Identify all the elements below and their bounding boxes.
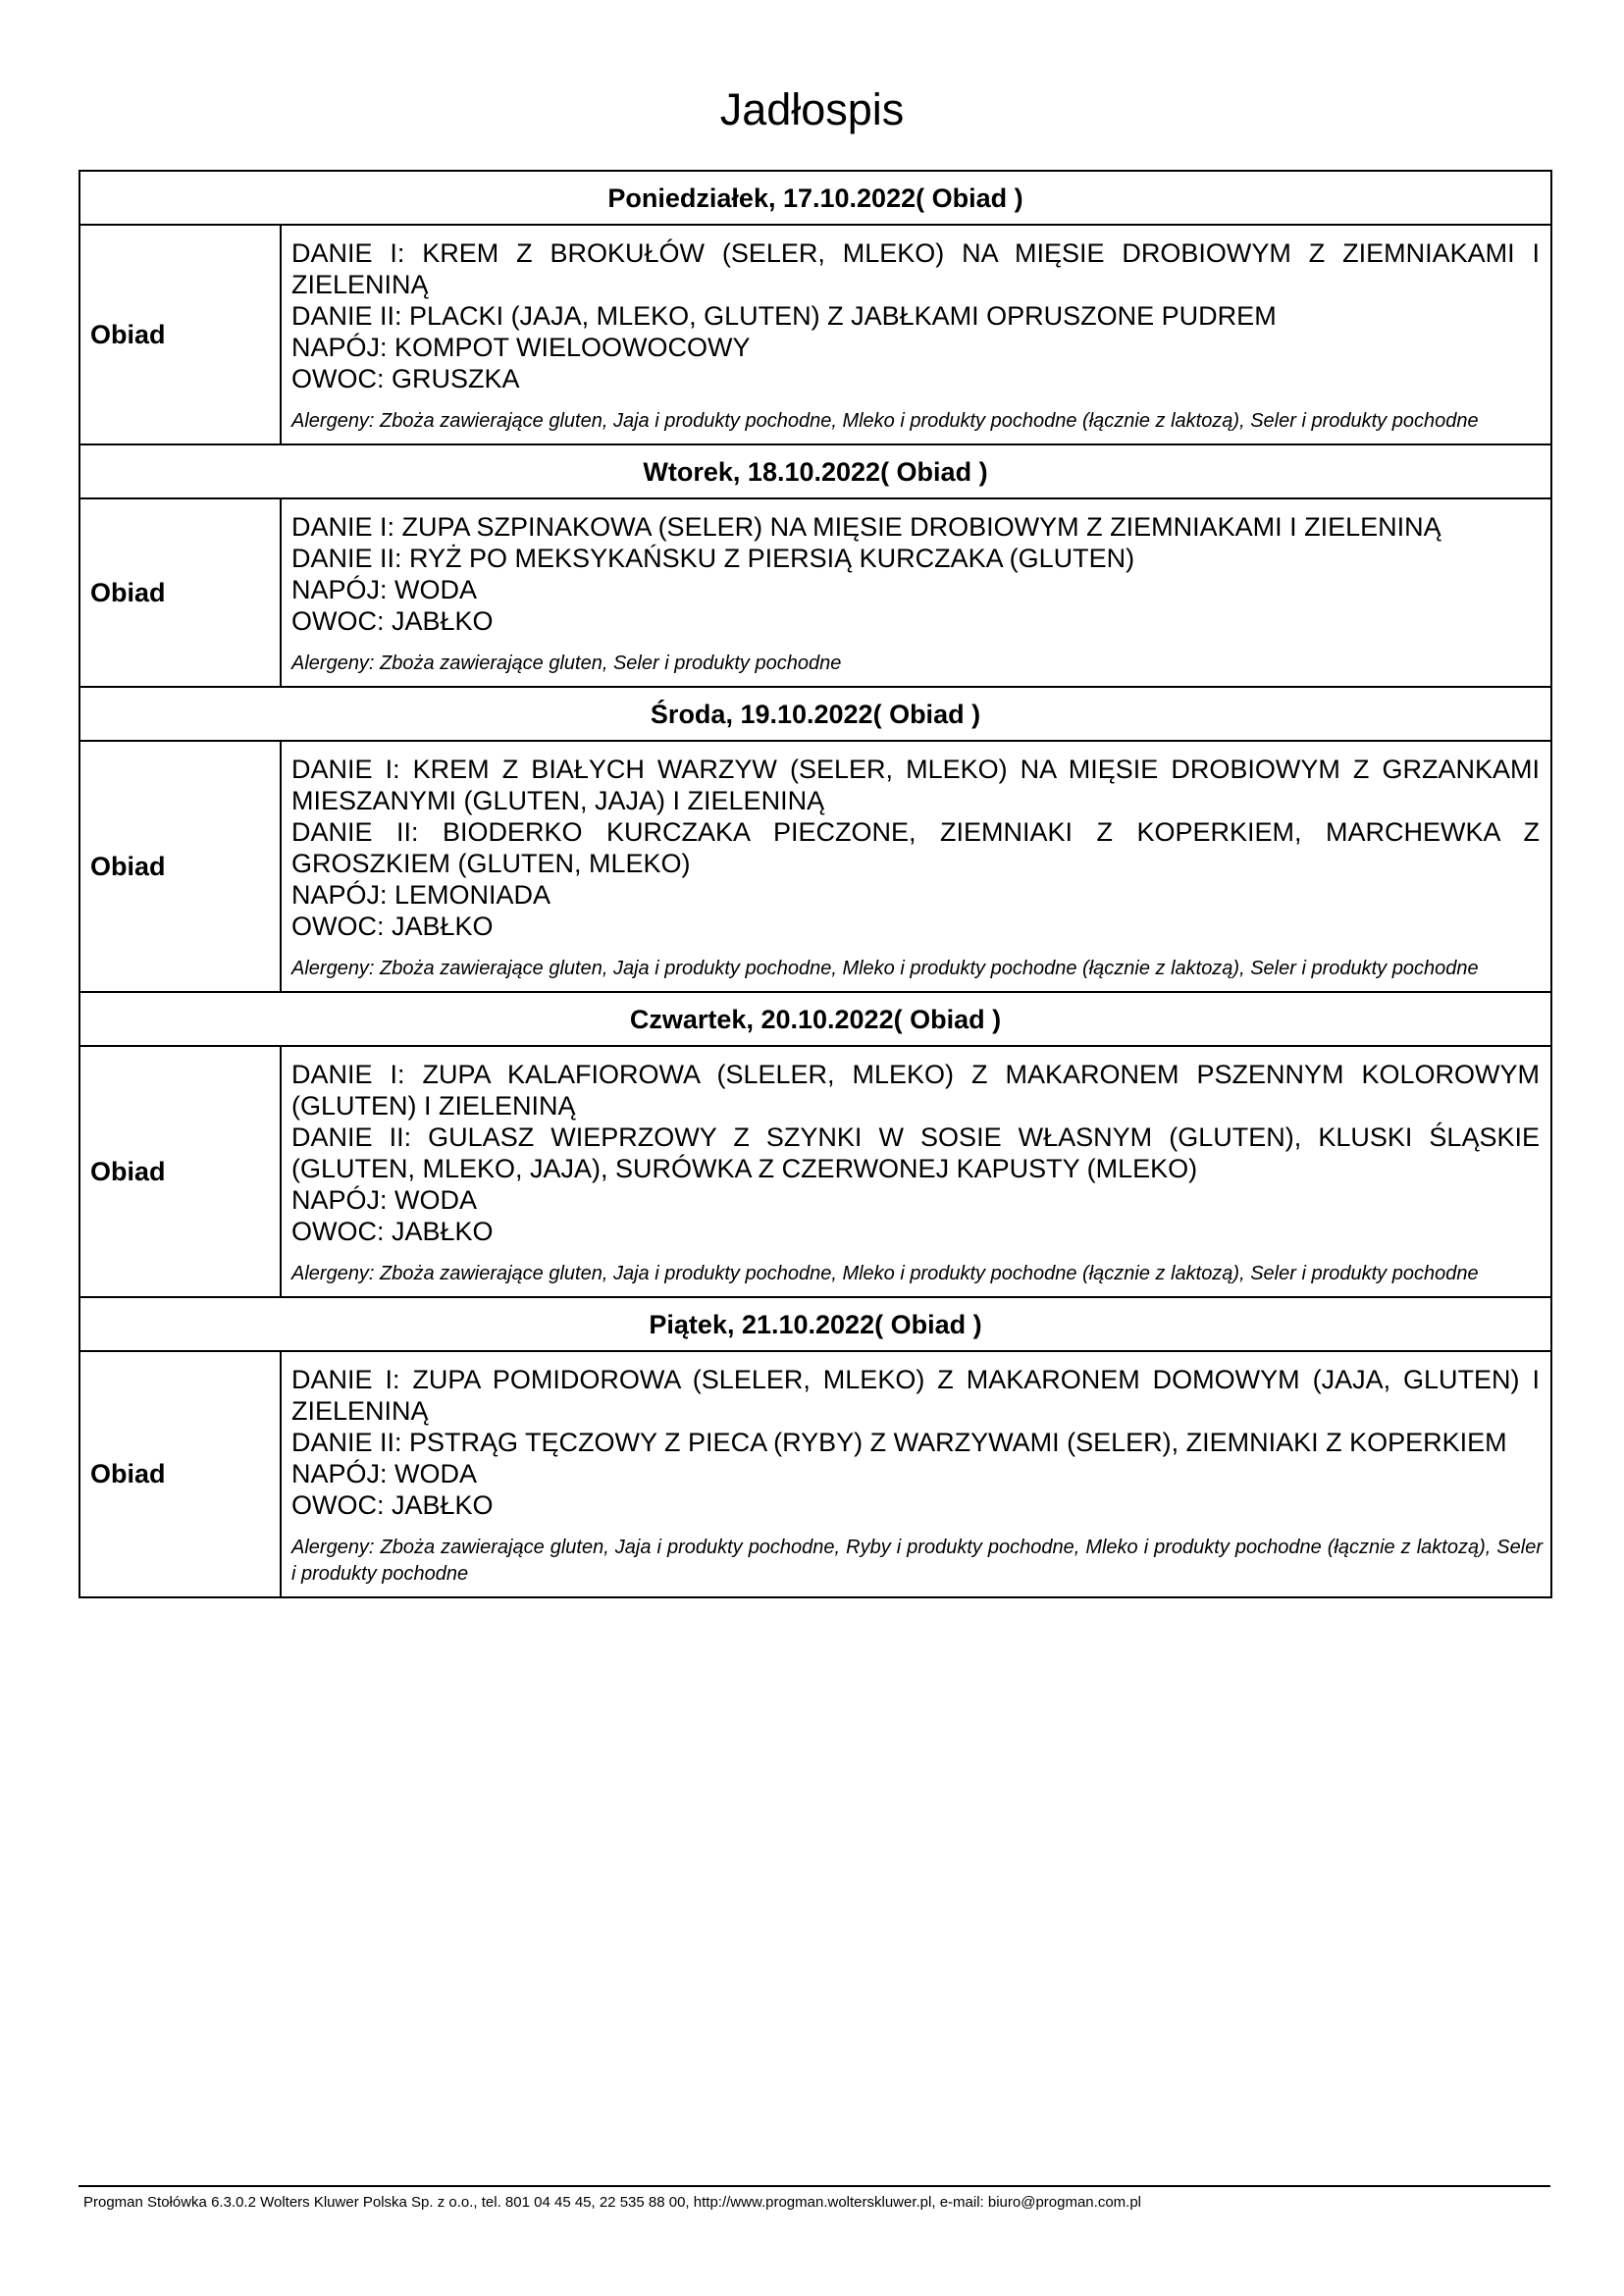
- meal-description: [281, 741, 1551, 992]
- dish-line: DANIE II: RYŻ PO MEKSYKAŃSKU Z PIERSIĄ KURCZAKA (GLUTEN): [291, 544, 1135, 573]
- dish-line: DANIE II: BIODERKO KURCZAKA PIECZONE, ZIEMNIAKI Z KOPERKIEM, MARCHEWKA Z GROSZKIEM (GLUTEN, MLEKO): [291, 817, 1540, 878]
- dish-line: DANIE I: ZUPA POMIDOROWA (SLELER, MLEKO) Z MAKARONEM DOMOWYM (JAJA, GLUTEN) I ZIELENINĄ: [291, 1365, 1540, 1426]
- day-header-row: [79, 171, 1551, 225]
- allergens-note: Alergeny: Zboża zawierające gluten, Jaja i produkty pochodne, Ryby i produkty pochodne, Mleko i produkty pochodne (łącznie z laktozą), Seler i produkty pochodne: [291, 1537, 1543, 1585]
- meal-row: [79, 1351, 1551, 1597]
- footer-text: Progman Stołówka 6.3.0.2 Wolters Kluwer Polska Sp. z o.o., tel. 801 04 45 45, 22 535 88 00, http://www.progman.wolterskluwer.pl, e-mail: biuro@progman.com.pl: [83, 2194, 1142, 2211]
- dish-line: NAPÓJ: WODA: [291, 1459, 478, 1488]
- page-title: Jadłospis: [719, 84, 905, 134]
- meal-description: [281, 1351, 1551, 1597]
- dish-line: OWOC: JABŁKO: [291, 912, 494, 941]
- allergens-note: Alergeny: Zboża zawierające gluten, Jaja i produkty pochodne, Mleko i produkty pochodne (łącznie z laktozą), Seler i produkty pochodne: [291, 1263, 1479, 1284]
- allergens-note: Alergeny: Zboża zawierające gluten, Jaja i produkty pochodne, Mleko i produkty pochodne (łącznie z laktozą), Seler i produkty pochodne: [291, 958, 1479, 979]
- menu-table: [79, 170, 1552, 1598]
- menu-body: [79, 171, 1551, 1597]
- dish-list: [282, 1352, 1550, 1521]
- meal-label: Obiad: [79, 225, 281, 444]
- allergens-note: Alergeny: Zboża zawierające gluten, Seler i produkty pochodne: [291, 652, 842, 674]
- meal-row: [79, 498, 1551, 687]
- dish-line: OWOC: JABŁKO: [291, 606, 494, 636]
- dish-line: DANIE I: KREM Z BIAŁYCH WARZYW (SELER, MLEKO) NA MIĘSIE DROBIOWYM Z GRZANKAMI MIESZANYMI (GLUTEN, JAJA) I ZIELENINĄ: [291, 755, 1540, 815]
- meal-label: Obiad: [79, 741, 281, 992]
- dish-line: OWOC: GRUSZKA: [291, 364, 520, 393]
- dish-line: DANIE II: GULASZ WIEPRZOWY Z SZYNKI W SOSIE WŁASNYM (GLUTEN), KLUSKI ŚLĄSKIE (GLUTEN, MLEKO, JAJA), SURÓWKA Z CZERWONEJ KAPUSTY (MLEKO): [291, 1122, 1540, 1183]
- dish-line: DANIE I: KREM Z BROKUŁÓW (SELER, MLEKO) NA MIĘSIE DROBIOWYM Z ZIEMNIAKAMI I ZIELENINĄ: [291, 238, 1540, 299]
- dish-line: NAPÓJ: KOMPOT WIELOOWOCOWY: [291, 333, 751, 362]
- meal-description: [281, 225, 1551, 444]
- day-header-row: [79, 992, 1551, 1046]
- allergens-note: Alergeny: Zboża zawierające gluten, Jaja i produkty pochodne, Mleko i produkty pochodne (łącznie z laktozą), Seler i produkty pochodne: [291, 410, 1479, 432]
- meal-label: Obiad: [79, 1351, 281, 1597]
- dish-line: NAPÓJ: WODA: [291, 1185, 478, 1215]
- dish-line: NAPÓJ: LEMONIADA: [291, 880, 551, 910]
- day-header: Piątek, 21.10.2022( Obiad ): [79, 1297, 1551, 1351]
- dish-line: NAPÓJ: WODA: [291, 575, 478, 604]
- dish-line: DANIE II: PLACKI (JAJA, MLEKO, GLUTEN) Z JABŁKAMI OPRUSZONE PUDREM: [291, 301, 1277, 331]
- dish-line: DANIE I: ZUPA SZPINAKOWA (SELER) NA MIĘSIE DROBIOWYM Z ZIEMNIAKAMI I ZIELENINĄ: [291, 512, 1441, 542]
- dish-line: OWOC: JABŁKO: [291, 1490, 494, 1520]
- meal-row: [79, 225, 1551, 444]
- day-header: Wtorek, 18.10.2022( Obiad ): [79, 444, 1551, 498]
- day-header: Poniedziałek, 17.10.2022( Obiad ): [79, 171, 1551, 225]
- meal-description: [281, 1046, 1551, 1297]
- meal-label: Obiad: [79, 498, 281, 687]
- dish-list: [282, 226, 1550, 394]
- dish-line: DANIE II: PSTRĄG TĘCZOWY Z PIECA (RYBY) Z WARZYWAMI (SELER), ZIEMNIAKI Z KOPERKIEM: [291, 1428, 1507, 1457]
- dish-line: DANIE I: ZUPA KALAFIOROWA (SLELER, MLEKO) Z MAKARONEM PSZENNYM KOLOROWYM (GLUTEN) I ZIELENINĄ: [291, 1060, 1540, 1121]
- day-header-row: [79, 444, 1551, 498]
- footer-divider: [79, 2185, 1550, 2187]
- dish-list: [282, 742, 1550, 942]
- meal-label: Obiad: [79, 1046, 281, 1297]
- dish-list: [282, 499, 1550, 637]
- day-header-row: [79, 687, 1551, 741]
- dish-line: OWOC: JABŁKO: [291, 1217, 494, 1246]
- dish-list: [282, 1047, 1550, 1247]
- meal-row: [79, 741, 1551, 992]
- meal-row: [79, 1046, 1551, 1297]
- day-header: Środa, 19.10.2022( Obiad ): [79, 687, 1551, 741]
- meal-description: [281, 498, 1551, 687]
- day-header-row: [79, 1297, 1551, 1351]
- day-header: Czwartek, 20.10.2022( Obiad ): [79, 992, 1551, 1046]
